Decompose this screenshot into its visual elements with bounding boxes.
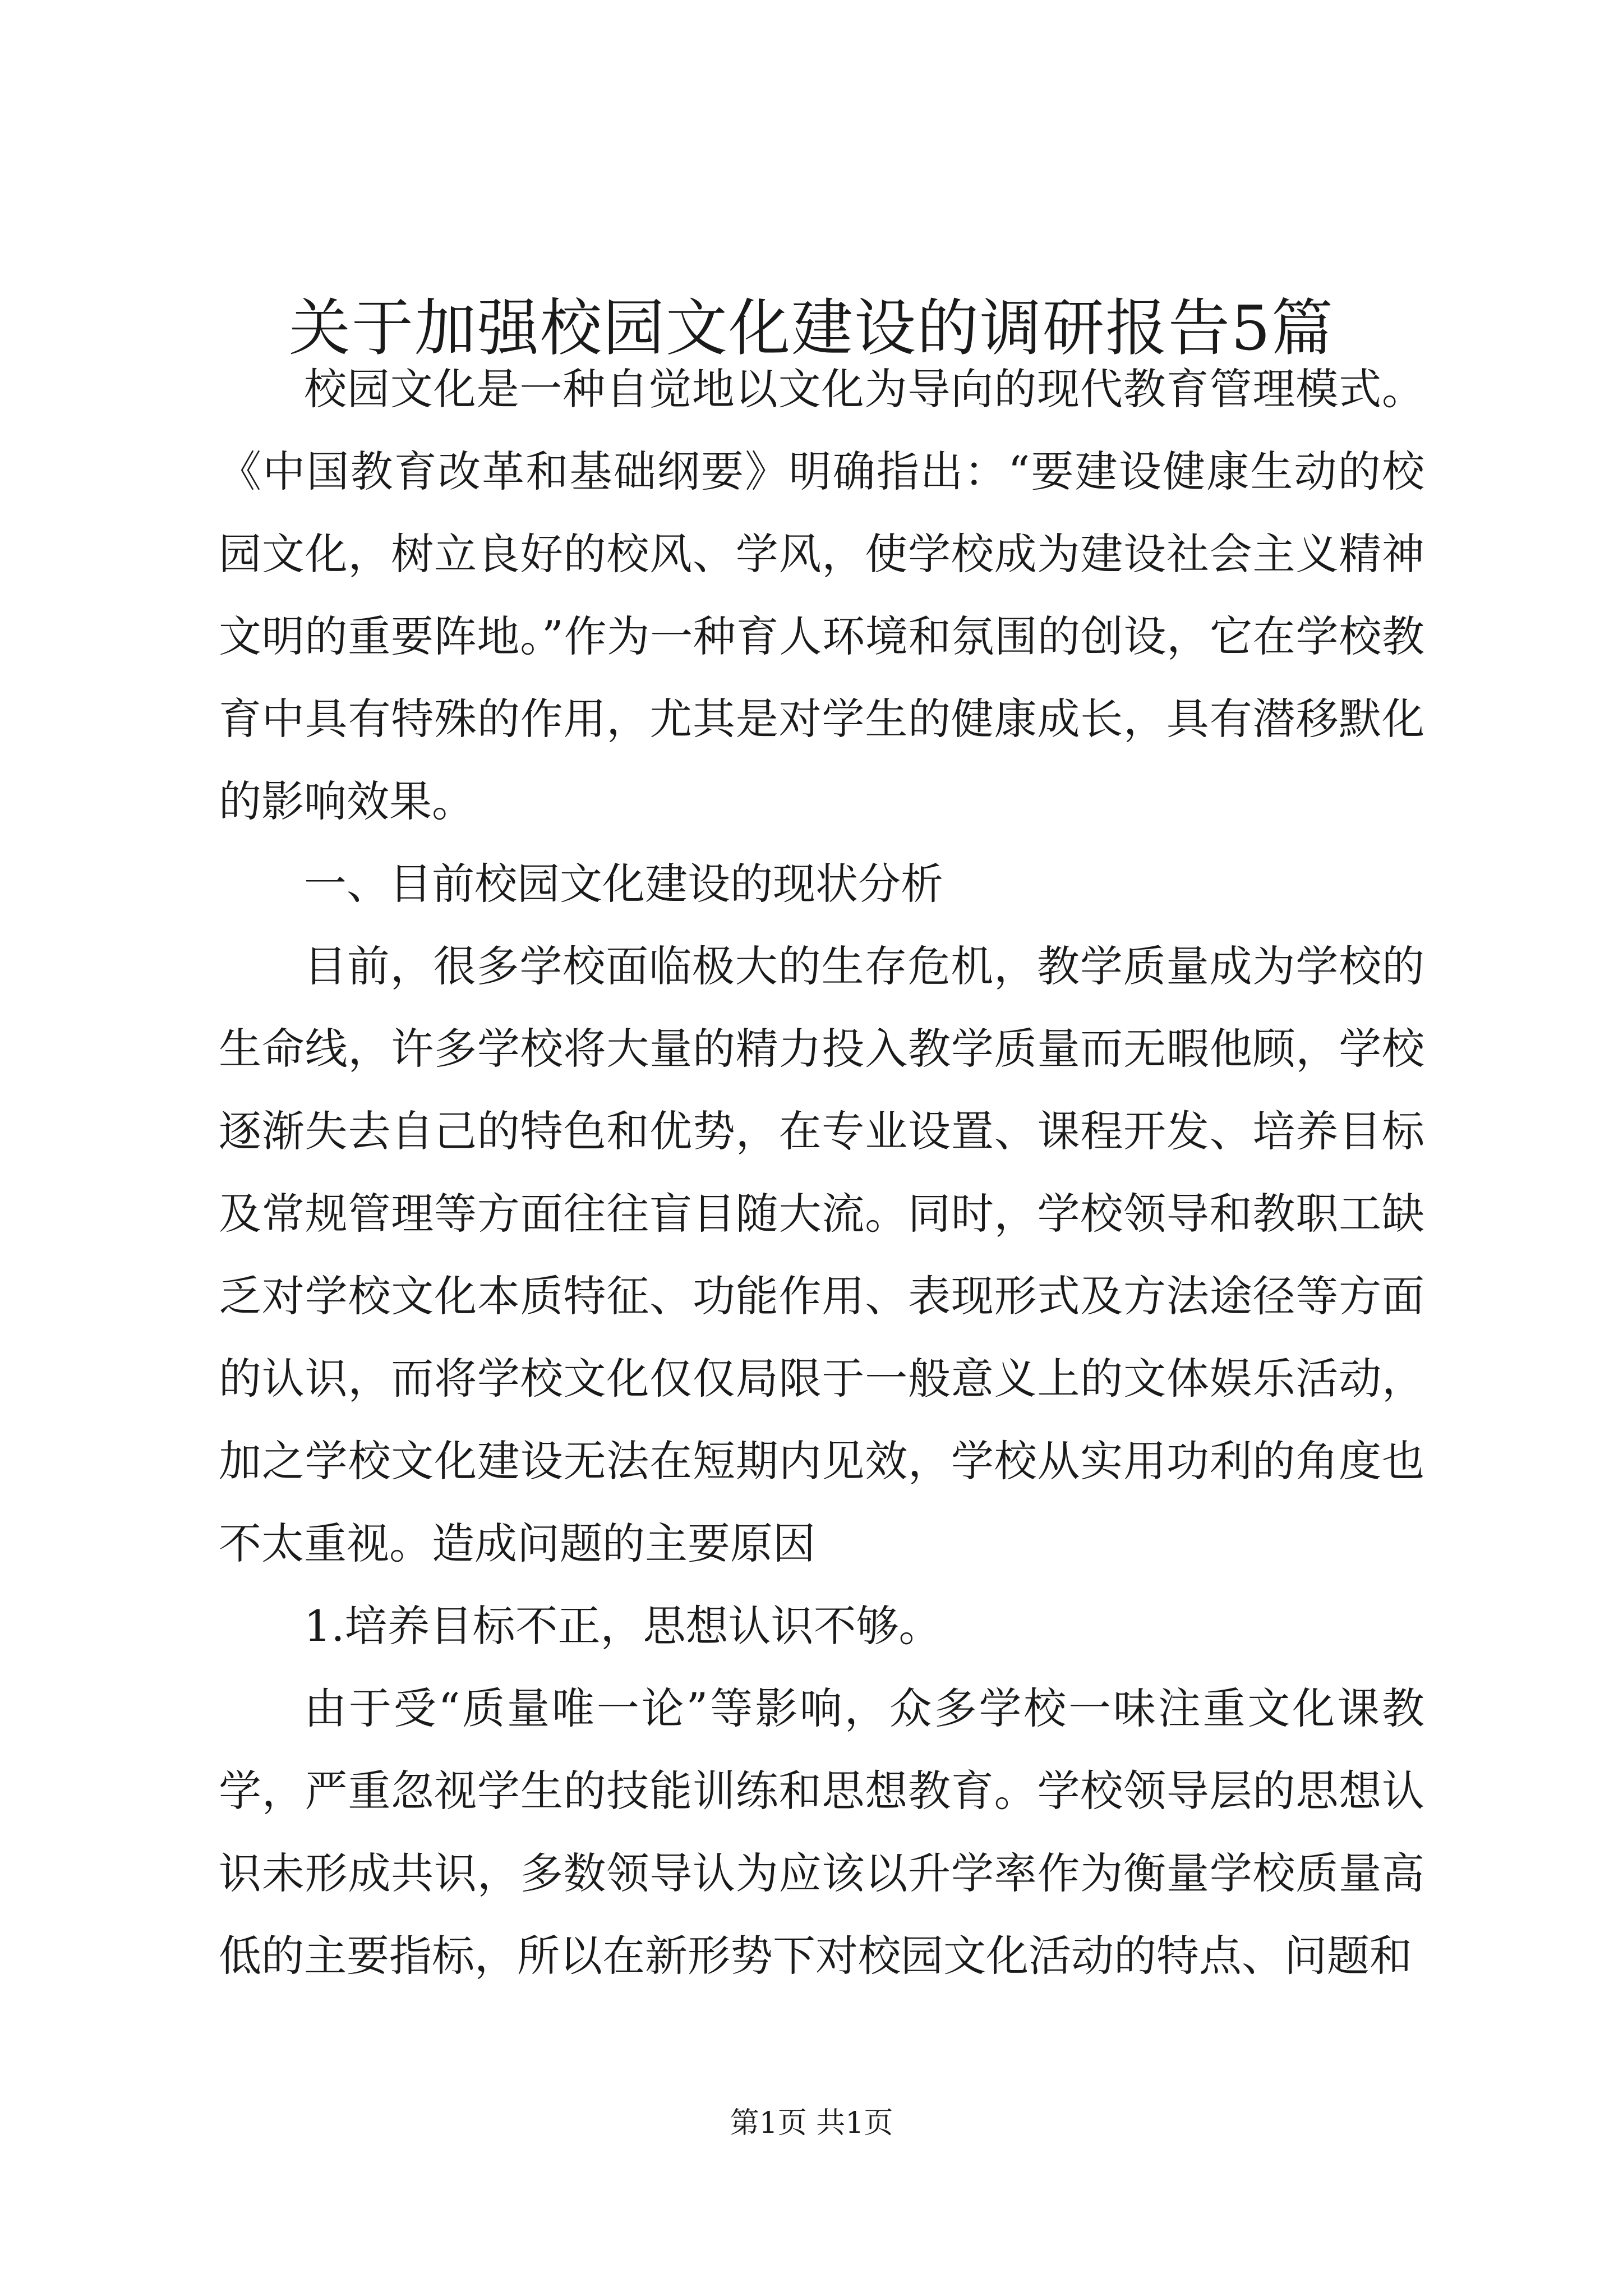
subheading-1: 1.培养目标不正，思想认识不够。 (304, 1601, 942, 1651)
section-heading: 一、目前校园文化建设的现状分析 (304, 859, 943, 909)
document-body (219, 348, 1424, 1997)
paragraph-reason: 由于受“质量唯一论”等影响，众多学校一味注重文化课教学，严重忽视学生的技能训练和思想教育。学校领导层的思想认识未形成共识，多数领导认为应该以升学率作为衡量学校质量高低的主要指标，所以在新形势下对校园文化活动的特点、问题和 (219, 1683, 1424, 1981)
paragraph-status: 目前，很多学校面临极大的生存危机，教学质量成为学校的生命线，许多学校将大量的精力投入教学质量而无暇他顾，学校逐渐失去自己的特色和优势，在专业设置、课程开发、培养目标及常规管理等方面往往盲目随大流。同时，学校领导和教职工缺乏对学校文化本质特征、功能作用、表现形式及方法途径等方面的认识，而将学校文化仅仅局限于一般意义上的文体娱乐活动，加之学校文化建设无法在短期内见效，学校从实用功利的角度也不太重视。造成问题的主要原因 (219, 941, 1424, 1568)
document-title: 关于加强校园文化建设的调研报告5篇 (289, 292, 1334, 364)
paragraph-intro: 校园文化是一种自觉地以文化为导向的现代教育管理模式。《中国教育改革和基础纲要》明确指出：“要建设健康生动的校园文化，树立良好的校风、学风，使学校成为建设社会主义精神文明的重要阵地。”作为一种育人环境和氛围的创设，它在学校教育中具有特殊的作用，尤其是对学生的健康成长，具有潜移默化的影响效果。 (219, 364, 1424, 826)
page-footer: 第1页 共1页 (730, 2106, 893, 2140)
